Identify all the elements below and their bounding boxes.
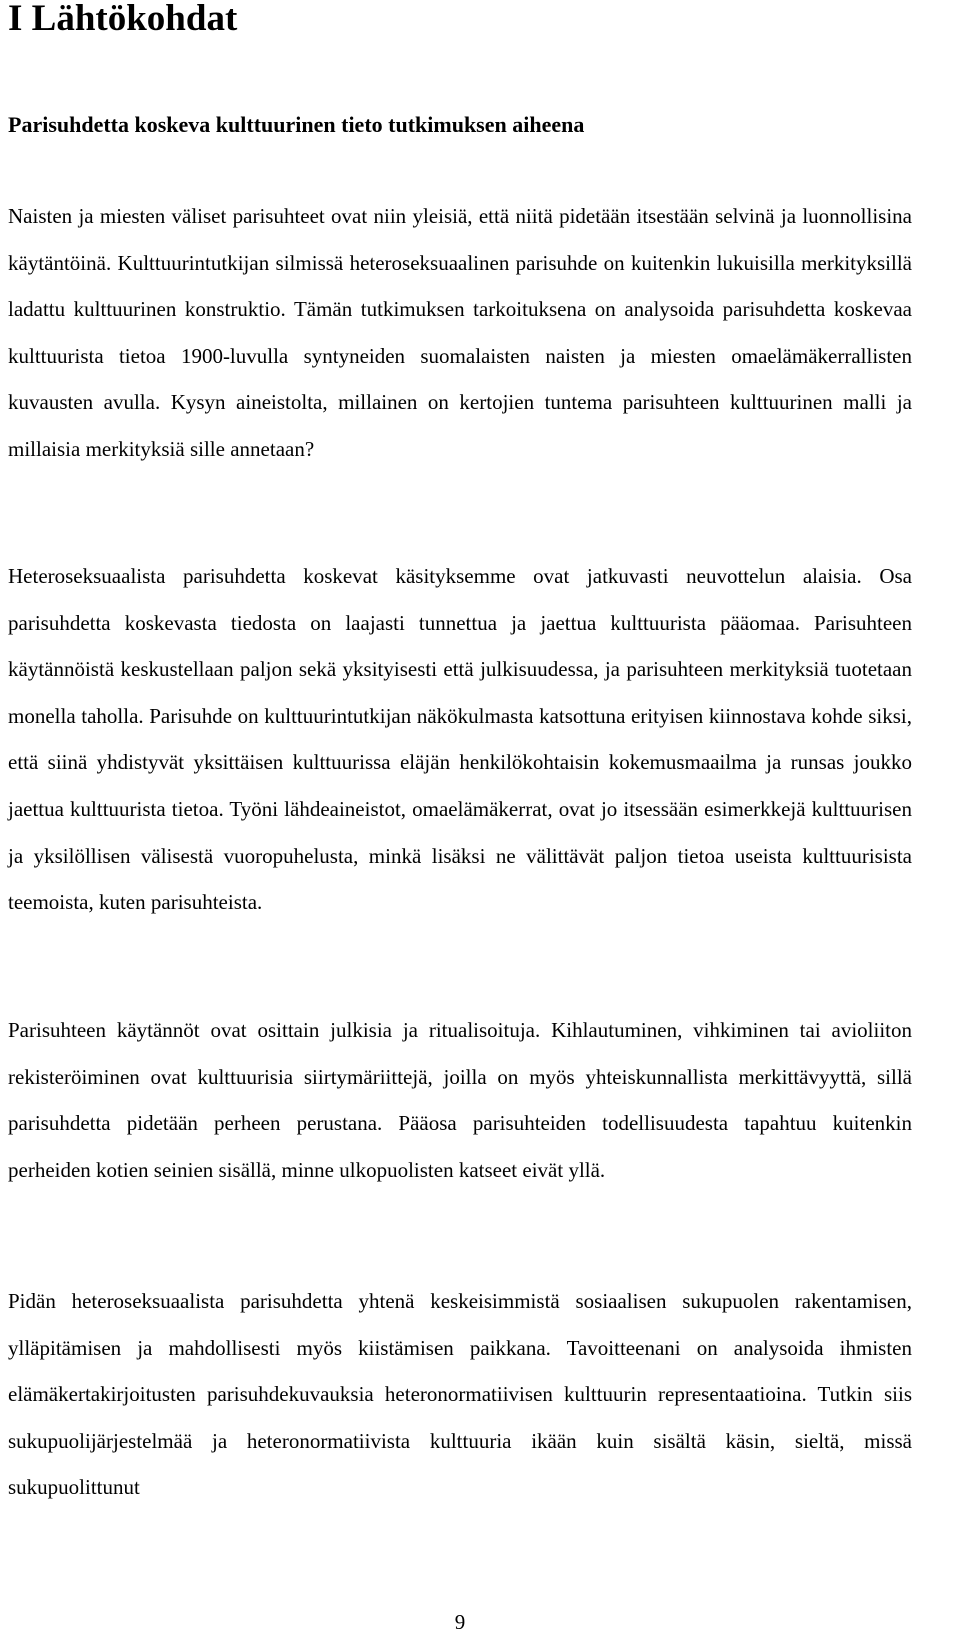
paragraph-2: Heteroseksuaalista parisuhdetta koskevat käsityksemme ovat jatkuvasti neuvottelun alaisia. Osa parisuhdetta koskevasta tiedosta on laajasti tunnettua ja jaettua kulttuurista pääomaa. Parisuhteen käytännöistä keskustellaan paljon sekä yksityisesti että julkisuudessa, ja parisuhteen merkityksiä tuotetaan monella taholla. Parisuhde on kulttuurintutkijan näkökulmasta katsottuna erityisen kiinnostava kohde siksi, että siinä yhdistyvät yksittäisen kulttuurissa eläjän henkilökohtaisin kokemusmaailma ja runsas joukko jaettua kulttuurista tietoa. Työni lähdeaineistot, omaelämäkerrat, ovat jo itsessään esimerkkejä kulttuurisen ja yksilöllisen välisestä vuoropuhelusta, minkä lisäksi ne välittävät paljon tietoa useista kulttuurisista teemoista, kuten parisuhteista. <box>8 564 912 915</box>
paragraph-4: Pidän heteroseksuaalista parisuhdetta yhtenä keskeisimmistä sosiaalisen sukupuolen rakentamisen, ylläpitämisen ja mahdollisesti myös kiistämisen paikkana. Tavoitteenani on analysoida ihmisten elämäkertakirjoitusten parisuhdekuvauksia heteronormatiivisen kulttuurin representaatioina. Tutkin siis sukupuolijärjestelmää ja heteronormatiivista kulttuuria ikään kuin sisältä käsin, sieltä, missä sukupuolittunut <box>8 1289 912 1500</box>
chapter-title: I Lähtökohdat <box>8 0 238 39</box>
paragraph-3: Parisuhteen käytännöt ovat osittain julkisia ja ritualisoituja. Kihlautuminen, vihkiminen tai avioliiton rekisteröiminen ovat kulttuurisia siirtymäriittejä, joilla on myös yhteiskunnallista merkittävyyttä, sillä parisuhdetta pidetään perheen perustana. Pääosa parisuhteiden todellisuudesta tapahtuu kuitenkin perheiden kotien seinien sisällä, minne ulkopuolisten katseet eivät yllä. <box>8 1018 912 1182</box>
paragraph-1: Naisten ja miesten väliset parisuhteet ovat niin yleisiä, että niitä pidetään itsestään selvinä ja luonnollisina käytäntöinä. Kulttuurintutkijan silmissä heteroseksuaalinen parisuhde on kuitenkin lukuisilla merkityksillä ladattu kulttuurinen konstruktio. Tämän tutkimuksen tarkoituksena on analysoida parisuhdetta koskevaa kulttuurista tietoa 1900-luvulla syntyneiden suomalaisten naisten ja miesten omaelämäkerrallisten kuvausten avulla. Kysyn aineistolta, millainen on kertojien tuntema parisuhteen kulttuurinen malli ja millaisia merkityksiä sille annetaan? <box>8 204 912 461</box>
page-number: 9 <box>454 1610 466 1634</box>
section-title: Parisuhdetta koskeva kulttuurinen tieto tutkimuksen aiheena <box>8 112 585 137</box>
